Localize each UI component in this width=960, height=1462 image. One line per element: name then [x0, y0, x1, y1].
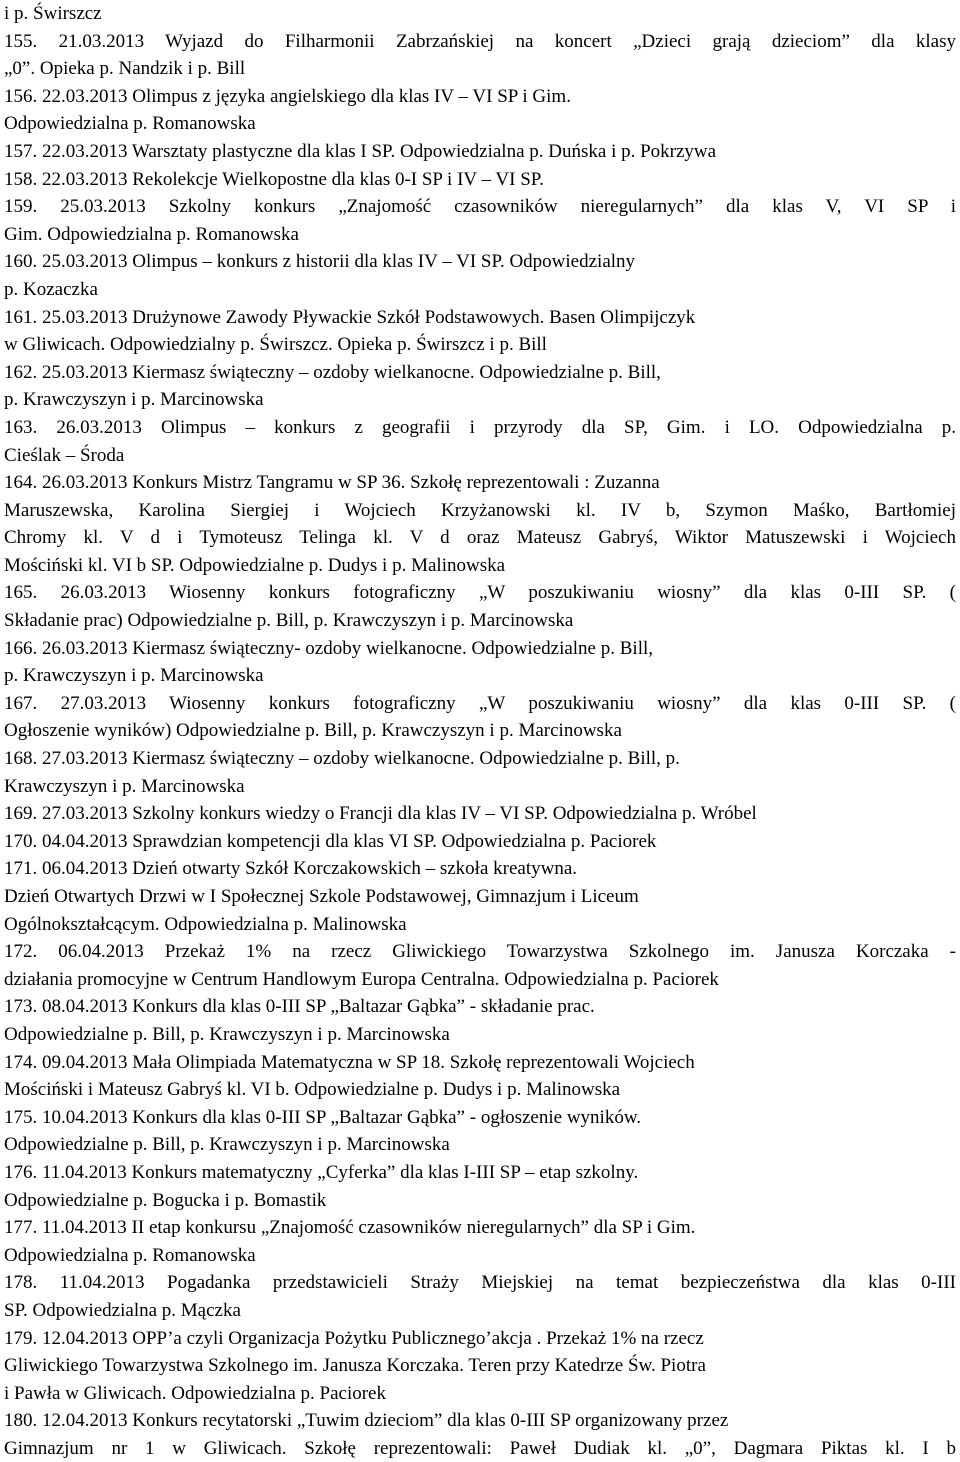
text-line: 158. 22.03.2013 Rekolekcje Wielkopostne dla klas 0-I SP i IV – VI SP.: [4, 168, 545, 190]
text-line: 170. 04.04.2013 Sprawdzian kompetencji dla klas VI SP. Odpowiedzialna p. Paciorek: [4, 830, 657, 852]
text-line: Odpowiedzialne p. Bill, p. Krawczyszyn i p. Marcinowska: [4, 1023, 450, 1045]
text-line: Cieślak – Środa: [4, 444, 125, 466]
text-line: Składanie prac) Odpowiedzialne p. Bill, p. Krawczyszyn i p. Marcinowska: [4, 610, 574, 632]
text-line: Dzień Otwartych Drzwi w I Społecznej Szkole Podstawowej, Gimnazjum i Liceum: [4, 886, 639, 907]
text-line: 155. 21.03.2013 Wyjazd do Filharmonii Zabrzańskiej na koncert „Dzieci grają dzieciom” dla klasy: [4, 30, 956, 52]
text-line: Odpowiedzialne p. Bogucka i p. Bomastik: [4, 1189, 327, 1211]
text-line: Ogłoszenie wyników) Odpowiedzialne p. Bill, p. Krawczyszyn i p. Marcinowska: [4, 720, 622, 742]
text-line: SP. Odpowiedzialna p. Mączka: [4, 1299, 241, 1321]
text-line: w Gliwicach. Odpowiedzialny p. Świrszcz. Opieka p. Świrszcz i p. Bill: [4, 334, 547, 356]
text-line: 165. 26.03.2013 Wiosenny konkurs fotograficzny „W poszukiwaniu wiosny” dla klas 0-III SP. (: [4, 582, 956, 604]
text-line: 160. 25.03.2013 Olimpus – konkurs z historii dla klas IV – VI SP. Odpowiedzialny: [4, 251, 636, 273]
text-line: 159. 25.03.2013 Szkolny konkurs „Znajomość czasowników nieregularnych” dla klas V, VI SP i: [4, 196, 956, 218]
text-line: 178. 11.04.2013 Pogadanka przedstawicieli Straży Miejskiej na temat bezpieczeństwa dla klas 0-III: [4, 1272, 956, 1294]
text-line: 179. 12.04.2013 OPP’a czyli Organizacja Pożytku Publicznego’akcja . Przekaż 1% na rzecz: [4, 1327, 704, 1349]
text-line: Gim. Odpowiedzialna p. Romanowska: [4, 223, 299, 245]
text-line: Krawczyszyn i p. Marcinowska: [4, 775, 245, 797]
text-line: Maruszewska, Karolina Siergiej i Wojciech Krzyżanowski kl. IV b, Szymon Maśko, Bartłomiej: [4, 499, 956, 521]
text-line: Mościński i Mateusz Gabryś kl. VI b. Odpowiedzialne p. Dudys i p. Malinowska: [4, 1079, 621, 1101]
text-line: działania promocyjne w Centrum Handlowym Europa Centralna. Odpowiedzialna p. Paciorek: [4, 968, 719, 990]
text-line: 174. 09.04.2013 Mała Olimpiada Matematyczna w SP 18. Szkołę reprezentowali Wojciech: [4, 1051, 695, 1073]
text-line: 173. 08.04.2013 Konkurs dla klas 0-III SP „Baltazar Gąbka” - składanie prac.: [4, 996, 595, 1018]
text-line: Odpowiedzialna p. Romanowska: [4, 1244, 256, 1266]
text-line: Odpowiedzialne p. Bill, p. Krawczyszyn i p. Marcinowska: [4, 1134, 450, 1156]
text-line: 164. 26.03.2013 Konkurs Mistrz Tangramu w SP 36. Szkołę reprezentowali : Zuzanna: [4, 472, 660, 494]
text-line: Odpowiedzialna p. Romanowska: [4, 113, 256, 135]
text-line: p. Kozaczka: [4, 278, 98, 300]
text-line: 177. 11.04.2013 II etap konkursu „Znajomość czasowników nieregularnych” dla SP i Gim.: [4, 1217, 696, 1239]
text-line: 157. 22.03.2013 Warsztaty plastyczne dla klas I SP. Odpowiedzialna p. Duńska i p. Pokrzywa: [4, 140, 717, 162]
text-line: p. Krawczyszyn i p. Marcinowska: [4, 665, 264, 687]
text-line: Gimnazjum nr 1 w Gliwicach. Szkołę reprezentowali: Paweł Dudiak kl. „0”, Dagmara Piktas kl. I b: [4, 1437, 956, 1459]
text-line: 180. 12.04.2013 Konkurs recytatorski „Tuwim dzieciom” dla klas 0-III SP organizowany przez: [4, 1410, 729, 1432]
text-line: 172. 06.04.2013 Przekaż 1% na rzecz Gliwickiego Towarzystwa Szkolnego im. Janusza Korczaka -: [4, 941, 956, 963]
text-line: p. Krawczyszyn i p. Marcinowska: [4, 389, 264, 411]
text-line: Gliwickiego Towarzystwa Szkolnego im. Janusza Korczaka. Teren przy Katedrze Św. Piotra: [4, 1355, 706, 1377]
text-line: 176. 11.04.2013 Konkurs matematyczny „Cyferka” dla klas I-III SP – etap szkolny.: [4, 1161, 639, 1183]
text-line: 156. 22.03.2013 Olimpus z języka angielskiego dla klas IV – VI SP i Gim.: [4, 85, 571, 107]
text-line: 161. 25.03.2013 Drużynowe Zawody Pływackie Szkół Podstawowych. Basen Olimpijczyk: [4, 306, 696, 328]
text-line: 163. 26.03.2013 Olimpus – konkurs z geografii i przyrody dla SP, Gim. i LO. Odpowiedzialna p.: [4, 416, 956, 438]
text-line: Ogólnokształcącym. Odpowiedzialna p. Malinowska: [4, 913, 407, 935]
text-line: „0”. Opieka p. Nandzik i p. Bill: [4, 58, 246, 80]
text-line: 169. 27.03.2013 Szkolny konkurs wiedzy o Francji dla klas IV – VI SP. Odpowiedzialna p. Wróbel: [4, 803, 757, 825]
text-line: Mościński kl. VI b SP. Odpowiedzialne p. Dudys i p. Malinowska: [4, 554, 506, 576]
text-line: i p. Świrszcz: [4, 3, 102, 24]
text-line: 162. 25.03.2013 Kiermasz świąteczny – ozdoby wielkanocne. Odpowiedzialne p. Bill,: [4, 361, 661, 383]
text-line: i Pawła w Gliwicach. Odpowiedzialna p. Paciorek: [4, 1382, 386, 1404]
text-line: 168. 27.03.2013 Kiermasz świąteczny – ozdoby wielkanocne. Odpowiedzialne p. Bill, p.: [4, 748, 680, 770]
text-line: 171. 06.04.2013 Dzień otwarty Szkół Korczakowskich – szkoła kreatywna.: [4, 858, 578, 880]
text-line: Chromy kl. V d i Tymoteusz Telinga kl. V d oraz Mateusz Gabryś, Wiktor Matuszewski i Wojciech: [4, 527, 956, 549]
text-line: 167. 27.03.2013 Wiosenny konkurs fotograficzny „W poszukiwaniu wiosny” dla klas 0-III SP. (: [4, 692, 956, 714]
text-line: 166. 26.03.2013 Kiermasz świąteczny- ozdoby wielkanocne. Odpowiedzialne p. Bill,: [4, 637, 653, 659]
text-line: 175. 10.04.2013 Konkurs dla klas 0-III SP „Baltazar Gąbka” - ogłoszenie wyników.: [4, 1106, 642, 1128]
